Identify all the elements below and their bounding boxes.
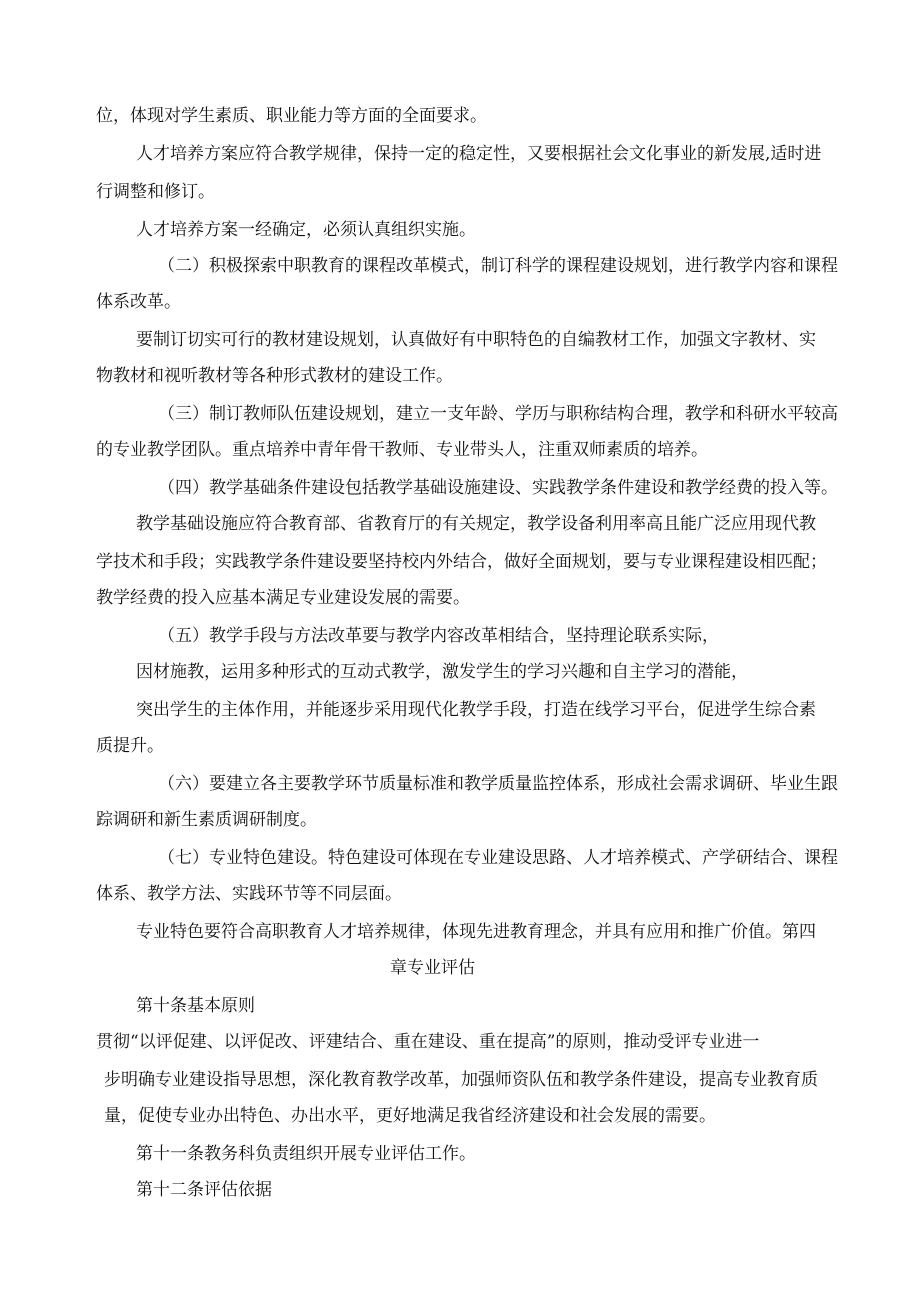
text-line: 物教材和视听教材等各种形式教材的建设工作。 [96, 366, 453, 386]
article-heading: 第十条基本原则 [136, 996, 255, 1016]
text-line: 位，体现对学生素质、职业能力等方面的全面要求。 [96, 106, 487, 126]
text-line: 行调整和修订。 [96, 182, 215, 202]
text-line: 因材施教，运用多种形式的互动式教学，激发学生的学习兴趣和自主学习的潜能， [136, 662, 748, 682]
section-heading: （三）制订教师队伍建设规划，建立一支年龄、学历与职称结构合理，教学和科研水平较高 [158, 404, 838, 424]
text-line: 人才培养方案应符合教学规律，保持一定的稳定性，又要根据社会文化事业的新发展,适时进 [136, 144, 822, 164]
section-heading: （二）积极探索中职教育的课程改革模式，制订科学的课程建设规划，进行教学内容和课程 [158, 256, 838, 276]
article-heading: 第十一条教务科负责组织开展专业评估工作。 [136, 1144, 476, 1164]
text-line: 教学基础设施应符合教育部、省教育厅的有关规定，教学设备利用率高且能广泛应用现代教 [136, 514, 816, 534]
text-line: 教学经费的投入应基本满足专业建设发展的需要。 [96, 588, 470, 608]
text-line: 体系改革。 [96, 292, 181, 312]
text-line: 贯彻“以评促建、以评促改、评建结合、重在建设、重在提高”的原则，推动受评专业进一 [96, 1032, 760, 1052]
text-line: 踪调研和新生素质调研制度。 [96, 810, 317, 830]
section-heading: （四）教学基础条件建设包括教学基础设施建设、实践教学条件建设和教学经费的投入等。 [158, 478, 838, 498]
text-line: 要制订切实可行的教材建设规划，认真做好有中职特色的自编教材工作，加强文字教材、实 [136, 330, 816, 350]
text-line: 步明确专业建设指导思想，深化教育教学改革，加强师资队伍和教学条件建设，提高专业教育质 [104, 1070, 818, 1090]
text-line: 专业特色要符合高职教育人才培养规律，体现先进教育理念，并具有应用和推广价值。第四 [136, 922, 816, 942]
article-heading: 第十二条评估依据 [136, 1180, 272, 1200]
text-line: 人才培养方案一经确定，必须认真组织实施。 [136, 220, 476, 240]
chapter-title: 章专业评估 [390, 958, 475, 978]
text-line: 量，促使专业办出特色、办出水平，更好地满足我省经济建设和社会发展的需要。 [104, 1106, 716, 1126]
text-line: 学技术和手段；实践教学条件建设要坚持校内外结合，做好全面规划，要与专业课程建设相匹配； [96, 552, 827, 572]
text-line: 质提升。 [96, 736, 164, 756]
text-line: 突出学生的主体作用，并能逐步采用现代化教学手段，打造在线学习平台，促进学生综合素 [136, 700, 816, 720]
section-heading: （六）要建立各主要教学环节质量标准和教学质量监控体系，形成社会需求调研、毕业生跟 [158, 774, 838, 794]
text-line: 体系、教学方法、实践环节等不同层面。 [96, 884, 402, 904]
text-line: 的专业教学团队。重点培养中青年骨干教师、专业带头人，注重双师素质的培养。 [96, 440, 708, 460]
section-heading: （五）教学手段与方法改革要与教学内容改革相结合，坚持理论联系实际， [158, 626, 719, 646]
section-heading: （七）专业特色建设。特色建设可体现在专业建设思路、人才培养模式、产学研结合、课程 [158, 848, 838, 868]
